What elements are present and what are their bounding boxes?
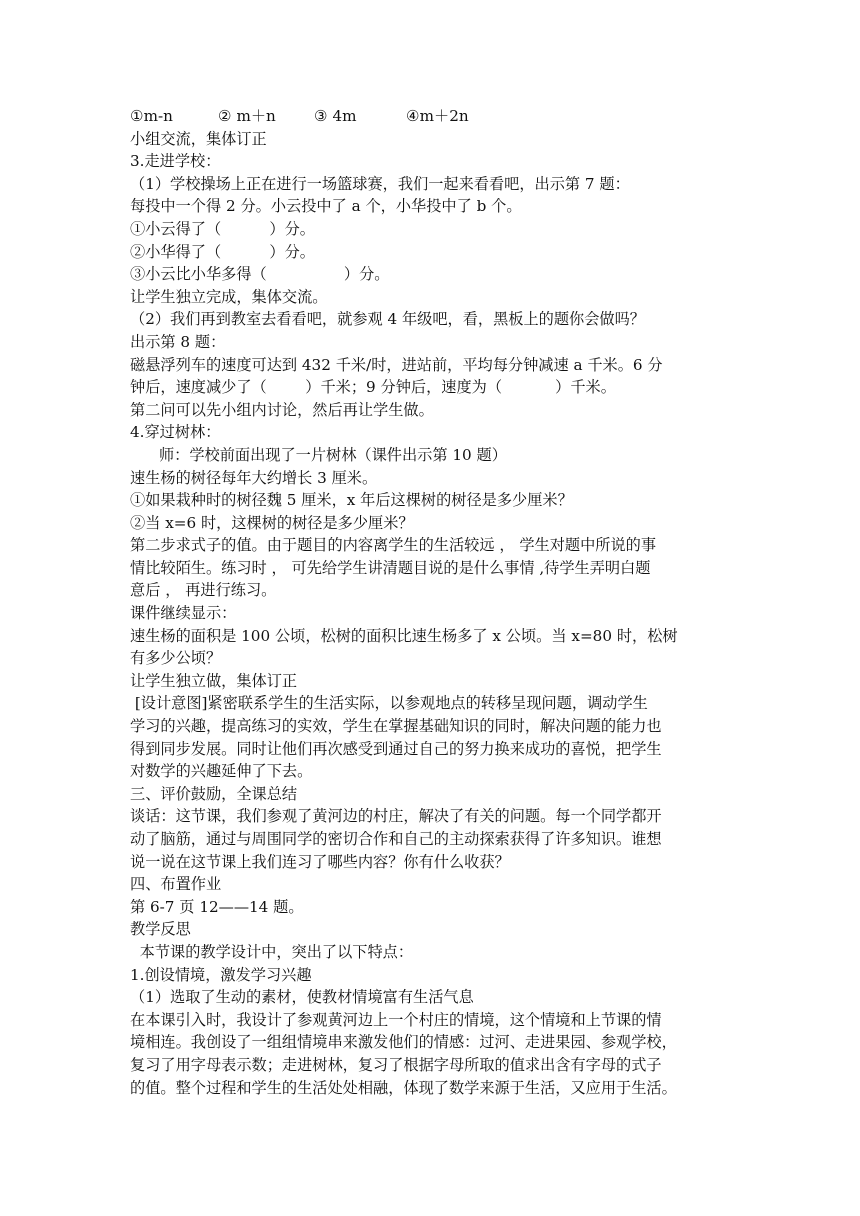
text-line: 复习了用字母表示数；走进树林，复习了根据字母所取的值求出含有字母的式子 — [130, 1055, 662, 1074]
text-line: 的值。整个过程和学生的生活处处相融，体现了数学来源于生活，又应用于生活。 — [130, 1078, 677, 1097]
text-line: ①小云得了（ ）分。 — [130, 219, 315, 238]
text-line: ②小华得了（ ）分。 — [130, 242, 315, 261]
text-line: 每投中一个得 2 分。小云投中了 a 个，小华投中了 b 个。 — [130, 197, 522, 216]
text-line: ②当 x=6 时，这棵树的树径是多少厘米？ — [130, 513, 414, 532]
text-line: 动了脑筋，通过与周围同学的密切合作和自己的主动探索获得了许多知识。谁想 — [130, 830, 662, 848]
option-2: ② m＋n — [218, 107, 276, 125]
text-line: 本节课的教学设计中，突出了以下特点： — [130, 942, 414, 961]
text-line: 对数学的兴趣延伸了下去。 — [130, 762, 313, 781]
text-line: （2）我们再到教室去看看吧，就参观 4 年级吧，看，黑板上的题你会做吗？ — [130, 310, 645, 329]
text-line: [设计意图]紧密联系学生的生活实际，以参观地点的转移呈现问题，调动学生 — [130, 694, 648, 713]
text-line: 在本课引入时，我设计了参观黄河边上一个村庄的情境，这个情境和上节课的情 — [130, 1010, 662, 1029]
text-line: 第 6-7 页 12——14 题。 — [130, 897, 304, 916]
text-line: ①如果栽种时的树径魏 5 厘米，x 年后这棵树的树径是多少厘米？ — [130, 491, 573, 510]
text-line: 第二步求式子的值。由于题目的内容离学生的生活较远 ， 学生对题中所说的事 — [130, 536, 657, 555]
option-4: ④m＋2n — [406, 107, 469, 125]
text-line: 境相连。我创设了一组组情境串来激发他们的情感：过河、走进果园、参观学校， — [130, 1033, 677, 1052]
text-line: 磁悬浮列车的速度可达到 432 千米/时，进站前，平均每分钟减速 a 千米。6 分 — [130, 355, 663, 374]
answer-options-line — [130, 105, 742, 128]
section-heading: 1.创设情境，激发学习兴趣 — [130, 965, 312, 984]
text-line: 有多少公顷？ — [130, 649, 222, 668]
text-line: 让学生独立完成，集体交流。 — [130, 287, 328, 306]
text-line: 让学生独立做，集体订正 — [130, 671, 298, 690]
text-line: 意后 ， 再进行练习。 — [130, 581, 277, 600]
text-line: 谈话：这节课，我们参观了黄河边的村庄，解决了有关的问题。每一个同学都开 — [130, 807, 662, 826]
text-line: （1）选取了生动的素材，使教材情境富有生活气息 — [130, 988, 474, 1007]
section-heading: 三、评价鼓励，全课总结 — [130, 784, 298, 803]
text-line: 师：学校前面出现了一片树林（课件出示第 10 题） — [130, 445, 507, 464]
option-3: ③ 4m — [314, 107, 357, 125]
text-line: 速生杨的树径每年大约增长 3 厘米。 — [130, 468, 378, 487]
text-line: 小组交流，集体订正 — [130, 129, 267, 148]
section-heading: 教学反思 — [130, 920, 191, 939]
text-line: （1）学校操场上正在进行一场篮球赛，我们一起来看看吧，出示第 7 题： — [130, 174, 630, 193]
text-line: 情比较陌生。练习时 ， 可先给学生讲清题目说的是什么事情 ,待学生弄明白题 — [130, 558, 651, 577]
document-body — [130, 105, 742, 1099]
text-line: 课件继续显示： — [130, 604, 237, 623]
text-line: 第二问可以先小组内讨论，然后再让学生做。 — [130, 400, 434, 419]
text-line: 学习的兴趣，提高练习的实效，学生在掌握基础知识的同时，解决问题的能力也 — [130, 717, 662, 736]
text-line: 出示第 8 题： — [130, 332, 226, 351]
text-line: 说一说在这节课上我们连习了哪些内容？你有什么收获？ — [130, 852, 510, 871]
text-line: ③小云比小华多得（ ）分。 — [130, 265, 390, 284]
section-heading: 3.走进学校： — [130, 152, 221, 171]
section-heading: 4.穿过树林： — [130, 423, 221, 442]
text-line: 得到同步发展。同时让他们再次感受到通过自己的努力换来成功的喜悦，把学生 — [130, 739, 662, 758]
text-line: 钟后，速度减少了（ ）千米；9 分钟后，速度为（ ）千米。 — [130, 378, 616, 397]
section-heading: 四、布置作业 — [130, 875, 222, 894]
option-1: ①m-n — [130, 107, 173, 125]
text-line: 速生杨的面积是 100 公顷，松树的面积比速生杨多了 x 公顷。当 x=80 时，松树 — [130, 626, 678, 645]
